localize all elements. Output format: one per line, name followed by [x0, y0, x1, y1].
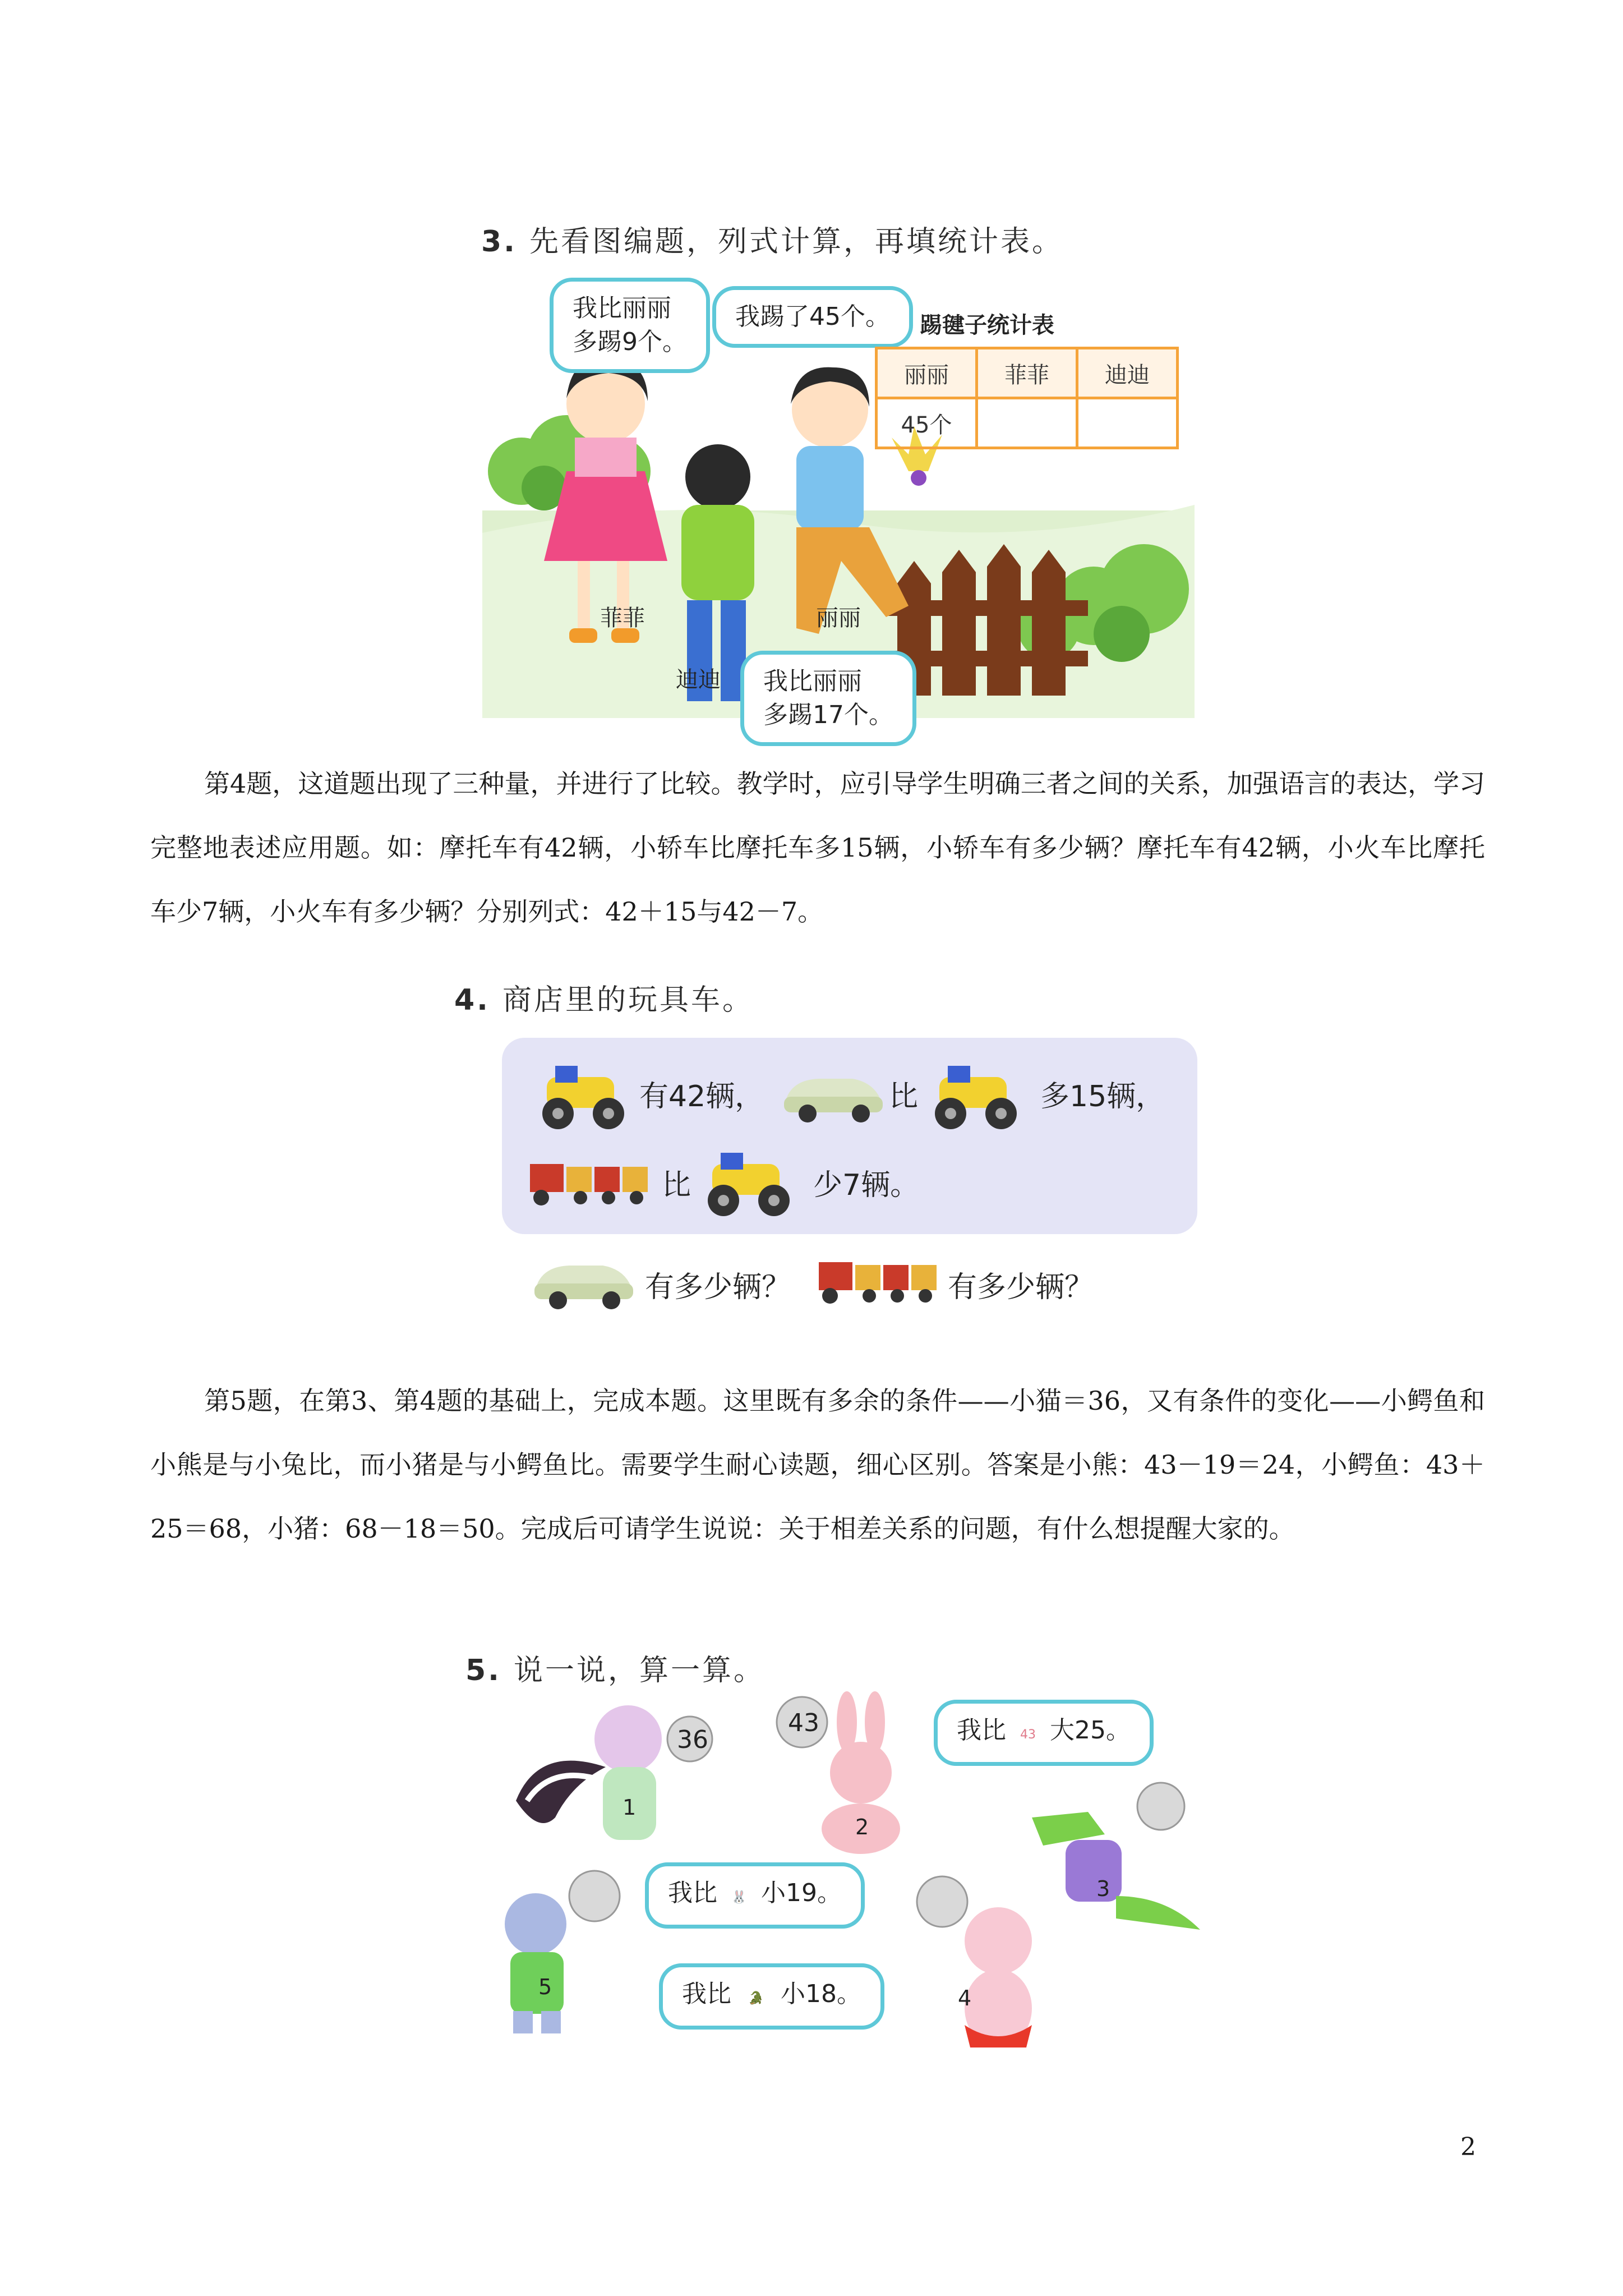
bubble-crocodile — [934, 1700, 1154, 1766]
paragraph-5 — [150, 1369, 1485, 1561]
stats-value-lili: 45个 — [877, 398, 977, 448]
paragraph-4-text: 第4题，这道题出现了三种量，并进行了比较。教学时，应引导学生明确三者之间的关系，加强语言的表达，学习完整地表述应用题。如：摩托车有42辆，小轿车比摩托车多15辆，小轿车有多少辆？摩托车有42辆，小火车比摩托车少7辆，小火车有多少辆？分别列式：42＋15与42－7。 — [150, 769, 1485, 927]
rabbit-balloon-number: 43 — [788, 1709, 819, 1737]
car-icon — [780, 1063, 886, 1125]
fence — [886, 544, 1088, 696]
pig-shirt-number: 4 — [958, 1986, 972, 2010]
mini-crocodile-icon: 🐊 — [748, 1991, 764, 2005]
stats-table-value-row — [877, 398, 1178, 448]
motorbike-icon — [533, 1049, 634, 1133]
bubble-feifei-line2: 多踢9个。 — [573, 328, 687, 356]
cat-balloon-number: 36 — [677, 1726, 708, 1754]
bubble-didi-line2: 多踢17个。 — [763, 701, 893, 729]
motorbike-icon — [925, 1049, 1026, 1133]
croc-shirt-number: 3 — [1096, 1876, 1110, 1901]
question-car: 有多少辆？ — [645, 1271, 791, 1304]
train-icon — [524, 1142, 653, 1209]
stats-value-didi — [1077, 398, 1178, 448]
label-lili: 丽丽 — [816, 605, 861, 631]
ex4-title — [454, 976, 754, 1018]
stats-header-lili: 丽丽 — [877, 348, 977, 398]
stats-value-feifei — [977, 398, 1077, 448]
paragraph-4 — [150, 752, 1485, 944]
paragraph-5-text: 第5题，在第3、第4题的基础上，完成本题。这里既有多余的条件——小猫＝36，又有条件的变化——小鳄鱼和小熊是与小兔比，而小猪是与小鳄鱼比。需要学生耐心读题，细心区别。答案是小熊：43－19＝24，小鳄鱼：43＋25＝68，小猪：68－18＝50。完成后可请学生说说：关于相差关系的问题，有什么想提醒大家的。 — [150, 1386, 1485, 1544]
bubble-lili-text: 我踢了45个。 — [735, 302, 890, 331]
bear-illustration — [488, 1862, 623, 2036]
bubble-bear — [645, 1862, 865, 1929]
car-icon — [530, 1250, 637, 1312]
ex3-title-text: 先看图编题，列式计算，再填统计表。 — [529, 225, 1063, 259]
line2-text-a: 比 — [662, 1168, 691, 1202]
stats-header-didi: 迪迪 — [1077, 348, 1178, 398]
page-number: 2 — [1460, 2133, 1476, 2161]
mini-rabbit-icon — [1014, 1718, 1042, 1752]
pig-text-b: 小18。 — [781, 1980, 861, 2008]
mini-rabbit-icon: 🐰 — [731, 1890, 747, 1904]
cat-illustration — [505, 1688, 740, 1857]
ex5-title-text: 说一说，算一算。 — [513, 1654, 765, 1687]
stats-table — [875, 347, 1179, 449]
bear-text-a: 我比 — [668, 1879, 717, 1907]
cat-shirt-number: 1 — [623, 1795, 637, 1820]
bubble-lili — [712, 286, 913, 348]
croc-text-a: 我比 — [957, 1716, 1006, 1745]
label-feifei: 菲菲 — [600, 605, 645, 631]
pig-text-a: 我比 — [682, 1980, 731, 2008]
bubble-pig — [659, 1963, 884, 2030]
stats-table-header-row — [877, 348, 1178, 398]
ex4-title-text: 商店里的玩具车。 — [502, 983, 754, 1017]
stats-header-feifei: 菲菲 — [977, 348, 1077, 398]
bubble-feifei-line1: 我比丽丽 — [573, 294, 671, 323]
ex3-number: 3. — [481, 225, 517, 259]
train-icon — [813, 1240, 942, 1307]
motorbike-icon — [698, 1136, 799, 1220]
ex5-number: 5. — [465, 1654, 501, 1687]
line1-text-a: 有42辆， — [639, 1080, 764, 1114]
label-didi: 迪迪 — [676, 667, 721, 693]
ex3-title — [481, 218, 1063, 260]
question-train: 有多少辆？ — [948, 1271, 1094, 1304]
bear-shirt-number: 5 — [538, 1975, 552, 1999]
bubble-didi-line1: 我比丽丽 — [763, 667, 862, 696]
line2-text-b: 少7辆。 — [813, 1168, 920, 1202]
bubble-feifei — [550, 278, 710, 373]
bubble-didi — [740, 651, 916, 746]
line1-text-c: 多15辆， — [1040, 1080, 1165, 1114]
stats-table-title: 踢毽子统计表 — [920, 312, 1054, 338]
line1-text-b: 比 — [889, 1080, 919, 1114]
mini-rabbit-number: 43 — [1020, 1728, 1036, 1742]
ex5-title — [465, 1646, 765, 1688]
croc-text-b: 大25。 — [1050, 1716, 1131, 1745]
rabbit-shirt-number: 2 — [855, 1815, 869, 1839]
ex4-number: 4. — [454, 983, 490, 1017]
bear-text-b: 小19。 — [761, 1879, 842, 1907]
pig-illustration — [914, 1868, 1060, 2064]
